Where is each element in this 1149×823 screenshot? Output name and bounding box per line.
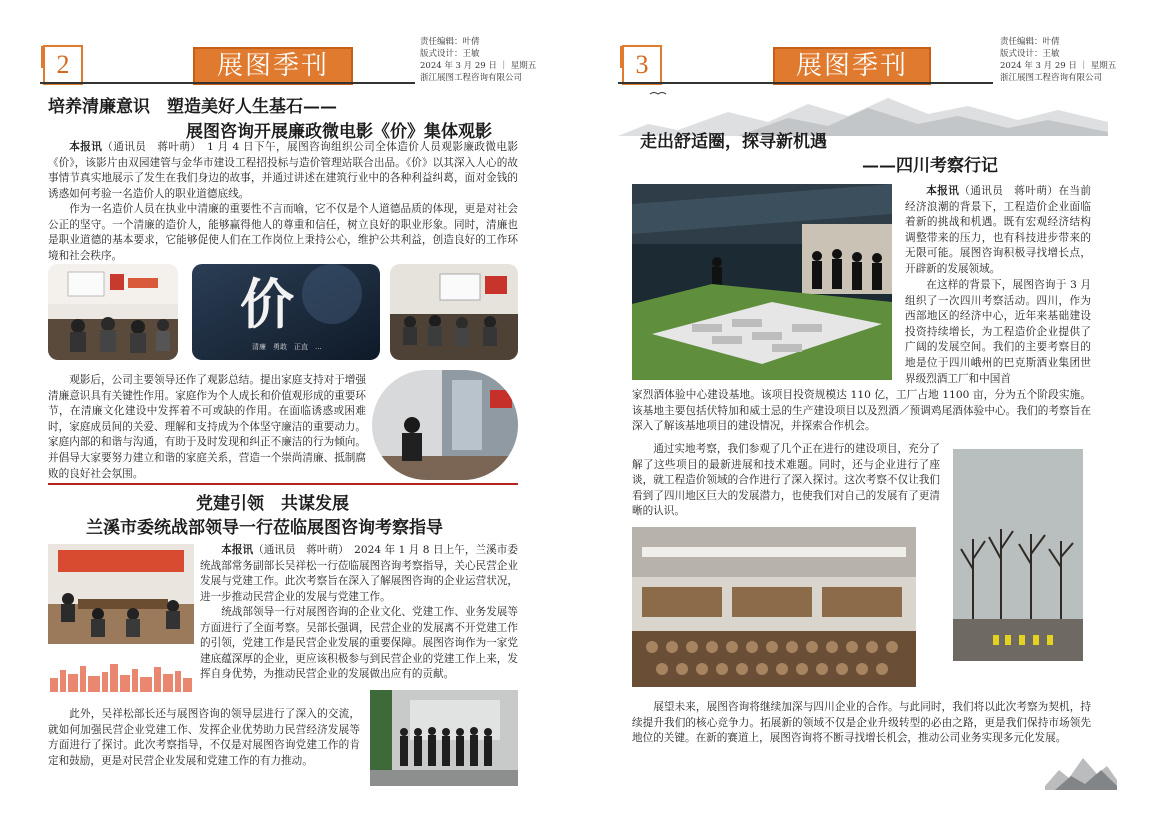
article-title-line2: ——四川考察行记 (862, 156, 998, 176)
masthead-banner: 展图季刊 (193, 47, 353, 85)
speaker-photo (372, 370, 518, 480)
meta-design: 版式设计：王敏 (1000, 49, 1060, 59)
section-divider (48, 483, 518, 485)
meta-company: 浙江展图工程咨询有限公司 (1000, 73, 1103, 83)
poster-tagline: 清廉 勇敢 正直 ... (252, 343, 322, 351)
article-title-line1: 走出舒适圈，探寻新机遇 (640, 132, 827, 152)
article2-paragraph-3: 此外，吴祥松部长还与展图咨询的领导层进行了深入的交流，就如何加强民营企业党建工作、发挥企业优势助力民营经济发展等方面进行了探讨。此次考察指导，不仅是对展图咨询党建工作的肯定和鼓励，更是对民营企业发展和党建工作的有力推动。 (48, 708, 360, 767)
meta-company: 浙江展图工程咨询有限公司 (420, 73, 523, 83)
ink-landscape-decoration (1045, 740, 1117, 790)
meta-date: 2024 年 3 月 29 日 ｜ 星期五 (1000, 61, 1117, 71)
header-rule (40, 82, 415, 84)
article2-byline: 本报讯 (221, 544, 254, 556)
article-paragraph-2a: 在这样的背景下，展图咨询于 3 月组织了一次四川考察活动。四川，作为西部地区的经济中心，近年来基础建设投资持续增长，为工程造价企业提供了广阔的发展空间。我们的主要考察目的地是位于四川峨州的巴克斯酒业集团世界级烈酒工厂和中国首 (905, 279, 1091, 385)
meeting-photo (48, 544, 194, 644)
meta-editor: 责任编辑：叶倩 (1000, 37, 1060, 47)
barrel-warehouse-photo (632, 527, 916, 687)
issue-meta (420, 36, 536, 84)
article1-paragraph-1: 本报讯（通讯员 蒋叶萌） 1 月 4 日下午，展图咨询组织公司全体造价人员观影廉政微电影《价》，该影片由双园建管与金华市建设工程招投标与造价管理站联合出品。《价》以其深入人心的故事情节真实地展示了发生在我们身边的故事，并通过讲述在建筑行业中的各种利益纠葛，面对金钱的诱惑如何考验一名造价人的职业道德底线。 (48, 141, 519, 200)
article1-title-line1: 培养清廉意识 塑造美好人生基石—— (48, 97, 337, 117)
article1-paragraph-2: 作为一名造价人员在执业中清廉的重要性不言而喻，它不仅是个人道德品质的体现，更是对社会公正的坚守。一个清廉的造价人，能够赢得他人的尊重和信任，树立良好的职业形象。同时，清廉也是职业道德的基本要求，它能够促使人们在工作岗位上秉持公心，维护公共利益，创造良好的工作环境和社会秩序。 (48, 203, 518, 262)
poster-title: 价 (240, 272, 294, 336)
article2-title-line1: 党建引领 共谋发展 (196, 494, 349, 514)
classroom-photo-left (48, 264, 178, 360)
meta-design: 版式设计：王敏 (420, 49, 480, 59)
article1-paragraph-3: 观影后，公司主要领导还作了观影总结。提出家庭支持对于增强清廉意识具有关键性作用。家庭作为个人成长和价值观形成的重要环节，在清廉文化建设中发挥着不可或缺的作用。在面临诱惑或困难时，家庭成员间的关爱、理解和支持成为个体坚守廉洁的重要动力。家庭内部的和谐与沟通，有助于及时发现和纠正不廉洁的行为倾向。并倡导大家要努力建立和谐的家庭关系，营造一个崇尚清廉、抵制腐败的良好社会氛围。 (48, 374, 366, 480)
article2-paragraph-2: 统战部领导一行对展图咨询的企业文化、党建工作、业务发展等方面进行了全面考察。吴部长强调，民营企业的发展离不开党建工作的引领，党建工作是民营企业发展的重要保障。展图咨询作为一家党建底蕴深厚的企业，更应该积极参与到民营企业的党建工作上来，发挥自身优势，为推动民营企业的发展做出应有的贡献。 (200, 606, 518, 681)
exhibition-model-photo (632, 184, 892, 380)
article-paragraph-1: 本报讯（通讯员 蒋叶萌）在当前经济浪潮的背景下，工程造价企业面临着新的挑战和机遇。既有宏观经济结构调整带来的压力，也有科技进步带来的无限可能。展图咨询积极寻找增长点，开辟新的发展领域。 (905, 185, 1091, 275)
article2-title-line2: 兰溪市委统战部领导一行莅临展图咨询考察指导 (86, 518, 443, 538)
article1-byline: 本报讯 (69, 141, 103, 153)
article1-title-line2: 展图咨询开展廉政微电影《价》集体观影 (186, 122, 492, 142)
issue-meta (1000, 36, 1116, 84)
article2-paragraph-1: 本报讯（通讯员 蒋叶萌） 2024 年 1 月 8 日上午，兰溪市委统战部常务副部长吴祥松一行莅临展图咨询考察指导，关心民营企业发展与党建工作。此次考察旨在深入了解展图咨询的企业运营状况，进一步推动民营企业的发展与党建工作。 (200, 544, 519, 603)
article-paragraph-4: 展望未来，展图咨询将继续加深与四川企业的合作。与此同时，我们将以此次考察为契机，持续提升我们的核心竞争力。拓展新的领域不仅是企业升级转型的必由之路，更是我们保持市场领先地位的关键。在新的赛道上，展图咨询将不断寻找增长机会，推动公司业务实现多元化发展。 (632, 701, 1091, 745)
article-paragraph-3: 通过实地考察，我们参观了几个正在进行的建设项目，充分了解了这些项目的最新进展和技术难题。同时，还与企业进行了座谈，就工程造价领域的合作进行了深入探讨。这次考察不仅让我们看到了四川地区巨大的发展潜力，也使我们对自己的发展有了更清晰的认识。 (632, 443, 940, 518)
skyline-decoration (48, 660, 194, 692)
header-rule (618, 82, 993, 84)
page-number: 3 (622, 45, 662, 85)
article-byline: 本报讯 (926, 185, 960, 197)
page-number: 2 (43, 45, 83, 85)
masthead-banner: 展图季刊 (773, 47, 931, 85)
meta-date: 2024 年 3 月 29 日 ｜ 星期五 (420, 61, 537, 71)
meta-editor: 责任编辑：叶倩 (420, 37, 480, 47)
article-paragraph-2b: 家烈酒体验中心建设基地。该项目投资规模达 110 亿，工厂占地 1100 亩，分为五个阶段实施。该基地主要包括伏特加和威士忌的生产建设项目以及烈酒／预调鸡尾酒体验中心。我们的考察旨在深入了解该基地项目的建设情况，并探索合作机会。 (632, 389, 1091, 433)
group-photo (370, 690, 518, 786)
classroom-photo-right (390, 264, 518, 360)
construction-site-photo (953, 449, 1083, 661)
movie-poster (192, 264, 380, 360)
